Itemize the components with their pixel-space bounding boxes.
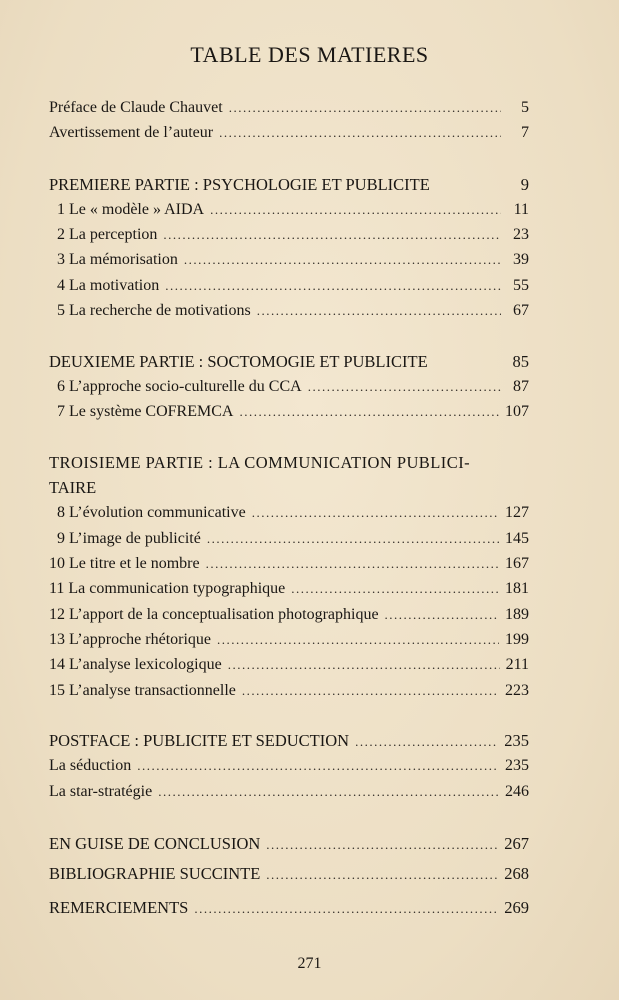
leader-dots (158, 779, 499, 804)
toc-chapter (49, 602, 529, 627)
toc-part-1 (49, 172, 529, 197)
toc-page-number: 223 (505, 681, 529, 699)
leader-dots (291, 576, 499, 601)
toc-entry (49, 753, 529, 778)
page-folio: 271 (297, 955, 322, 972)
toc-chapter (49, 273, 529, 298)
toc-entry-label: 3 La mémorisation (57, 251, 178, 269)
toc-page-number: 87 (513, 377, 529, 395)
toc-page-number: 5 (521, 99, 529, 116)
toc-chapter (49, 222, 529, 247)
toc-chapter (49, 576, 529, 601)
toc-page-number: 127 (505, 504, 529, 522)
leader-dots (252, 500, 499, 525)
table-of-contents (49, 95, 529, 923)
toc-chapter (49, 652, 529, 677)
leader-dots (163, 222, 501, 247)
leader-dots (210, 197, 501, 222)
toc-page-number: 23 (513, 226, 529, 244)
toc-chapter (49, 526, 529, 551)
toc-page-number: 199 (505, 630, 529, 648)
leader-dots (165, 273, 501, 298)
toc-chapter (49, 627, 529, 652)
toc-page-number: 67 (513, 302, 529, 320)
toc-chapter (49, 678, 529, 703)
toc-part-label: EN GUISE DE CONCLUSION (49, 834, 261, 854)
toc-entry-label: Préface de Claude Chauvet (49, 99, 223, 116)
toc-entry-label: 13 L’approche rhétorique (49, 630, 212, 648)
toc-entry-label: 2 La perception (57, 226, 158, 244)
leader-dots (207, 526, 499, 551)
toc-entry-label: 14 L’analyse lexicologique (49, 656, 222, 674)
toc-page-number: 7 (521, 124, 529, 142)
toc-page-number: 269 (504, 898, 529, 918)
toc-page-number: 235 (504, 731, 529, 751)
toc-entry-label: 12 L’apport de la conceptualisation photographique (49, 605, 379, 623)
toc-entry-label: 4 La motivation (57, 276, 160, 294)
toc-conclusion (49, 829, 529, 859)
toc-entry-label: La séduction (49, 757, 132, 775)
toc-part-label: DEUXIEME PARTIE : SOCTOMOGIE ET PUBLICITE (49, 351, 428, 371)
toc-part-label-line2: TAIRE (49, 478, 97, 498)
leader-dots (219, 120, 501, 145)
leader-dots (206, 551, 499, 576)
leader-dots (194, 894, 498, 924)
leader-dots (257, 298, 501, 323)
toc-entry-label: 9 L’image de publicité (57, 529, 201, 547)
toc-page-number: 181 (505, 580, 529, 598)
toc-chapter (49, 374, 529, 399)
leader-dots (242, 678, 499, 703)
toc-page-number: 211 (505, 656, 529, 674)
toc-page-number: 145 (505, 529, 529, 547)
toc-part-label: REMERCIEMENTS (49, 898, 189, 918)
toc-page-number: 85 (512, 351, 529, 371)
toc-chapter (49, 298, 529, 323)
toc-page-number: 267 (504, 834, 529, 854)
leader-dots (217, 627, 499, 652)
toc-chapter (49, 500, 529, 525)
toc-entry-label: 8 L’évolution communicative (57, 504, 246, 522)
toc-chapter (49, 551, 529, 576)
toc-entry-avertissement (49, 120, 529, 145)
leader-dots (308, 374, 501, 399)
toc-entry-label: Avertissement de l’auteur (49, 124, 214, 142)
leader-dots (229, 95, 501, 120)
toc-entry-label: 10 Le titre et le nombre (49, 555, 200, 573)
toc-entry (49, 779, 529, 804)
leader-dots (137, 753, 499, 778)
toc-entry-label: 5 La recherche de motivations (57, 302, 251, 320)
toc-chapter (49, 197, 529, 222)
toc-page-number: 235 (505, 757, 529, 775)
leader-dots (239, 399, 499, 424)
toc-page-number: 107 (505, 403, 529, 421)
leader-dots (385, 602, 499, 627)
leader-dots (266, 860, 498, 890)
toc-page-number: 246 (505, 782, 529, 800)
toc-part-label: BIBLIOGRAPHIE SUCCINTE (49, 864, 261, 884)
toc-entry-label: 15 L’analyse transactionnelle (49, 681, 236, 699)
toc-part-2 (49, 349, 529, 374)
toc-page-number: 268 (504, 864, 529, 884)
toc-page-number: 39 (513, 251, 529, 269)
toc-entry-label: 1 Le « modèle » AIDA (57, 200, 205, 218)
leader-dots (228, 652, 500, 677)
toc-entry-label: 11 La communication typographique (49, 580, 286, 598)
toc-page-number: 55 (513, 276, 529, 294)
toc-part-3 (49, 450, 529, 501)
toc-part-label: POSTFACE : PUBLICITE ET SEDUCTION (49, 731, 350, 751)
toc-page-number: 189 (505, 605, 529, 623)
toc-entry-preface (49, 95, 529, 120)
leader-dots (355, 729, 498, 754)
toc-page-number: 9 (520, 174, 529, 194)
leader-dots (184, 247, 501, 272)
toc-page-number: 167 (505, 555, 529, 573)
toc-chapter (49, 399, 529, 424)
toc-part-label: PREMIERE PARTIE : PSYCHOLOGIE ET PUBLICITE (49, 174, 430, 194)
toc-entry-label: 6 L’approche socio-culturelle du CCA (57, 377, 302, 395)
toc-entry-label: La star-stratégie (49, 782, 153, 800)
leader-dots (266, 830, 498, 860)
toc-postface (49, 728, 529, 753)
toc-entry-label: 7 Le système COFREMCA (57, 403, 234, 421)
toc-bibliographie (49, 859, 529, 893)
toc-chapter (49, 247, 529, 272)
toc-remerciements (49, 893, 529, 923)
toc-part-label-line1: TROISIEME PARTIE : LA COMMUNICATION PUBLICI- (49, 452, 471, 472)
toc-page-number: 11 (513, 200, 529, 218)
page-title: TABLE DES MATIERES (190, 42, 429, 67)
